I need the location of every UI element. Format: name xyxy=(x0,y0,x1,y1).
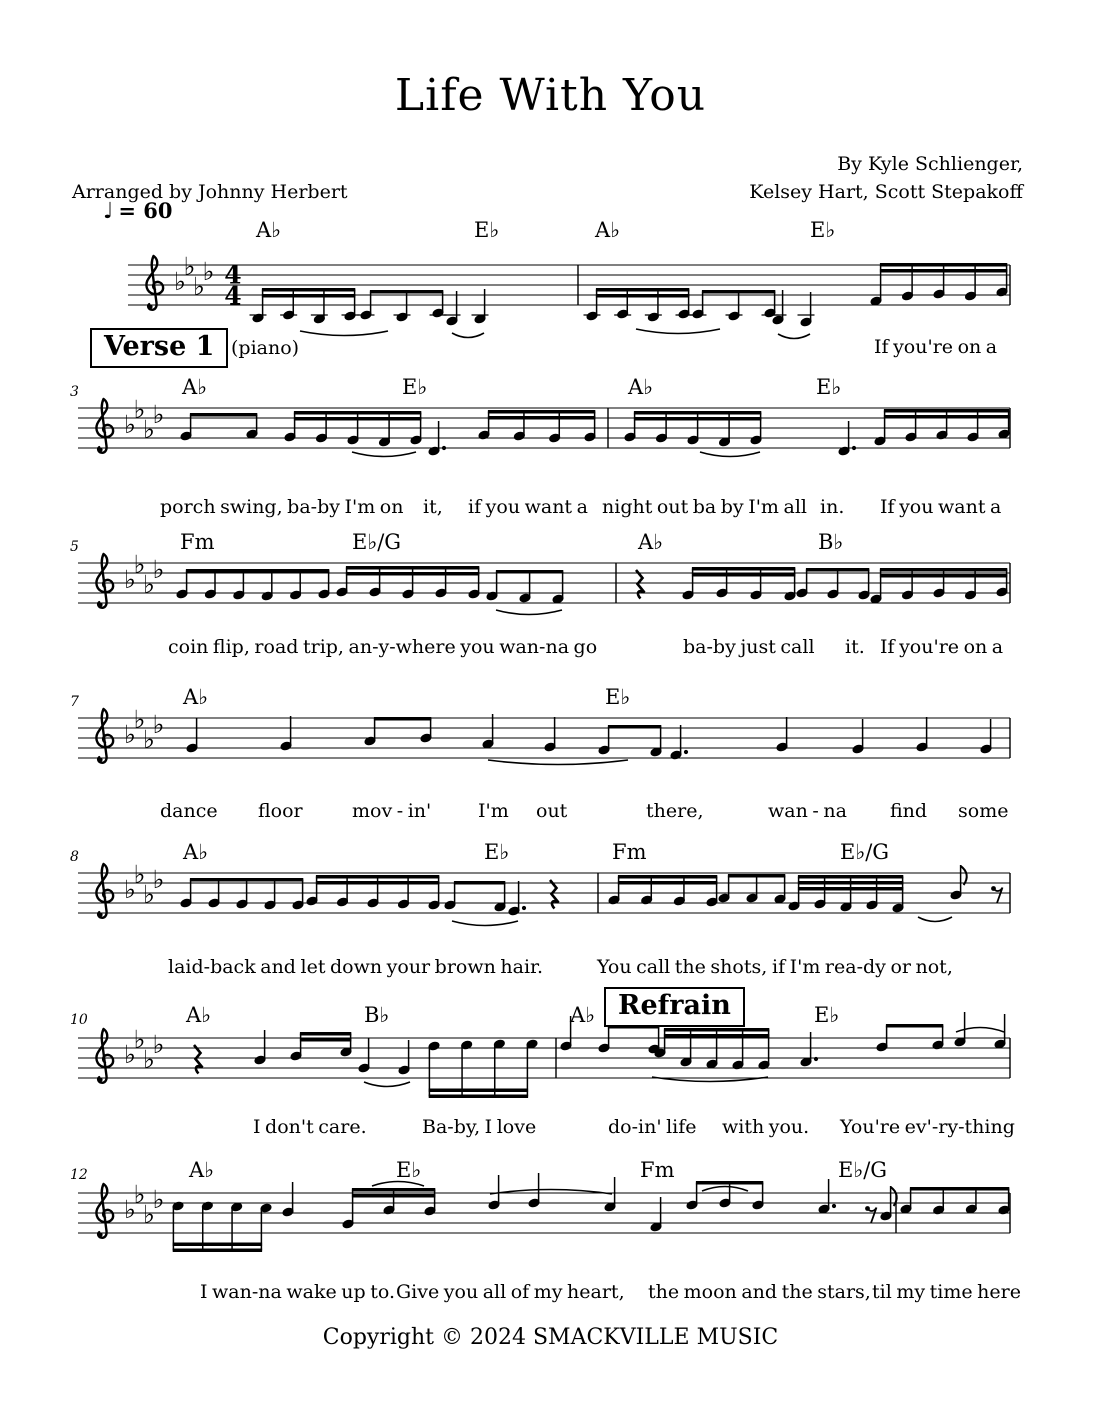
lyric-text: If you're on a xyxy=(880,636,1004,658)
svg-text:♭: ♭ xyxy=(124,1195,136,1224)
lyric-text: find xyxy=(890,800,928,822)
measure-number: 7 xyxy=(70,694,79,710)
lyric-text: mov - in' xyxy=(352,800,432,822)
svg-text:♭: ♭ xyxy=(133,705,146,734)
chord-symbol: B♭ xyxy=(364,1003,390,1027)
quarter-note-icon: ♩ xyxy=(103,199,114,224)
measure-number: 8 xyxy=(70,849,79,865)
lyric-text: If you want a xyxy=(880,496,1002,518)
chord-symbol: E♭ xyxy=(396,1158,422,1182)
composer-credit-line2: Kelsey Hart, Scott Stepakoff xyxy=(749,181,1023,203)
svg-text:♭: ♭ xyxy=(152,865,165,894)
chord-symbol: Fm xyxy=(612,840,647,864)
refrain-label: Refrain xyxy=(604,987,745,1027)
svg-text:♭: ♭ xyxy=(152,400,165,429)
lyric-text: out xyxy=(536,800,568,822)
lyric-text: floor xyxy=(258,800,303,822)
svg-text:♭: ♭ xyxy=(174,267,186,296)
lyric-text: I wan-na wake up to. xyxy=(200,1281,396,1303)
svg-text:♭: ♭ xyxy=(202,257,215,286)
svg-text:♭: ♭ xyxy=(152,1030,165,1059)
chord-symbol: B♭ xyxy=(818,530,844,554)
chord-symbol: E♭ xyxy=(484,840,510,864)
lyric-text: night out ba by I'm all xyxy=(602,496,807,518)
lyric-text: coin flip, road trip, an-y-where you wan-na go xyxy=(168,636,598,658)
chord-symbol: A♭ xyxy=(570,1003,596,1027)
svg-text:♭: ♭ xyxy=(143,570,155,599)
svg-text:♭: ♭ xyxy=(124,1040,136,1069)
chord-symbol: E♭ xyxy=(816,375,842,399)
arranger-credit: Arranged by Johnny Herbert xyxy=(72,181,348,203)
svg-text:♭: ♭ xyxy=(143,880,155,909)
lyric-text: laid-back and let down your brown hair. xyxy=(168,956,544,978)
lyric-text: if you want a xyxy=(468,496,588,518)
lyric-text: dance xyxy=(160,800,218,822)
lyric-text: do-in' life xyxy=(608,1116,697,1138)
lyric-text: If you're on a xyxy=(874,336,998,358)
measure-number: 3 xyxy=(70,384,79,400)
lyric-text: til my time here xyxy=(872,1281,1021,1303)
chord-symbol: E♭ xyxy=(474,218,500,242)
copyright-line: Copyright © 2024 SMACKVILLE MUSIC xyxy=(322,1325,779,1350)
chord-symbol: E♭ xyxy=(402,375,428,399)
lyric-text: porch swing, ba-by I'm on xyxy=(160,496,404,518)
measure-number: 5 xyxy=(70,539,79,555)
svg-text:♭: ♭ xyxy=(133,1180,146,1209)
svg-text:♭: ♭ xyxy=(133,550,146,579)
svg-text:♭: ♭ xyxy=(124,565,136,594)
lyric-text: it, xyxy=(423,496,443,518)
svg-text:♭: ♭ xyxy=(133,860,146,889)
chord-symbol: A♭ xyxy=(186,1003,212,1027)
lyric-text: it. xyxy=(845,636,865,658)
chord-symbol: E♭ xyxy=(810,218,836,242)
lyric-text: some xyxy=(958,800,1009,822)
chord-symbol: A♭ xyxy=(189,1158,215,1182)
chord-symbol: A♭ xyxy=(256,218,282,242)
svg-text:♭: ♭ xyxy=(152,710,165,739)
chord-symbol: A♭ xyxy=(182,375,208,399)
lyric-text: Ba-by, I love xyxy=(422,1116,537,1138)
chord-symbol: A♭ xyxy=(595,218,621,242)
svg-text:♭: ♭ xyxy=(124,720,136,749)
chord-symbol: E♭/G xyxy=(838,1158,888,1182)
svg-text:♭: ♭ xyxy=(143,725,155,754)
svg-text:♭: ♭ xyxy=(152,555,165,584)
chord-symbol: E♭/G xyxy=(352,530,402,554)
measure-number: 12 xyxy=(70,1167,88,1183)
chord-symbol: Fm xyxy=(180,530,215,554)
chord-symbol: E♭ xyxy=(605,685,631,709)
chord-symbol: A♭ xyxy=(183,685,209,709)
chord-symbol: Fm xyxy=(640,1158,675,1182)
svg-text:♭: ♭ xyxy=(124,875,136,904)
lyric-text: with you. xyxy=(722,1116,810,1138)
chord-symbol: A♭ xyxy=(638,530,664,554)
svg-text:♭: ♭ xyxy=(133,1025,146,1054)
measure-number: 10 xyxy=(70,1012,88,1028)
lyric-text: in. xyxy=(820,496,845,518)
verse-label: Verse 1 xyxy=(90,328,228,368)
svg-text:♭: ♭ xyxy=(183,252,196,281)
piano-indication: (piano) xyxy=(231,337,300,359)
lyric-text: I don't care. xyxy=(253,1116,367,1138)
lyric-text: wan - na xyxy=(768,800,847,822)
chord-symbol: A♭ xyxy=(628,375,654,399)
lyric-text: ba-by just call xyxy=(683,636,815,658)
lyric-text: if I'm rea-dy or not, xyxy=(772,956,953,978)
svg-text:♭: ♭ xyxy=(133,395,146,424)
lyric-text: You call the shots, xyxy=(597,956,768,978)
svg-text:♭: ♭ xyxy=(152,1185,165,1214)
page-title: Life With You xyxy=(394,70,707,121)
svg-text:♭: ♭ xyxy=(193,272,205,301)
lyric-text: You're ev'-ry-thing xyxy=(840,1116,1015,1138)
svg-text:♭: ♭ xyxy=(143,1200,155,1229)
chord-symbol: A♭ xyxy=(183,840,209,864)
composer-credit-line1: By Kyle Schlienger, xyxy=(837,153,1023,175)
svg-text:4: 4 xyxy=(224,281,242,311)
svg-text:♭: ♭ xyxy=(143,1045,155,1074)
lyric-text: Give you all of my heart, xyxy=(396,1281,625,1303)
lyric-text: I'm xyxy=(478,800,509,822)
chord-symbol: E♭/G xyxy=(840,840,890,864)
tempo-value: = 60 xyxy=(118,198,173,223)
svg-text:♭: ♭ xyxy=(124,410,136,439)
svg-text:4: 4 xyxy=(224,260,242,290)
lyric-text: there, xyxy=(646,800,704,822)
chord-symbol: E♭ xyxy=(814,1003,840,1027)
lyric-text: the moon and the stars, xyxy=(648,1281,871,1303)
svg-text:♭: ♭ xyxy=(143,415,155,444)
